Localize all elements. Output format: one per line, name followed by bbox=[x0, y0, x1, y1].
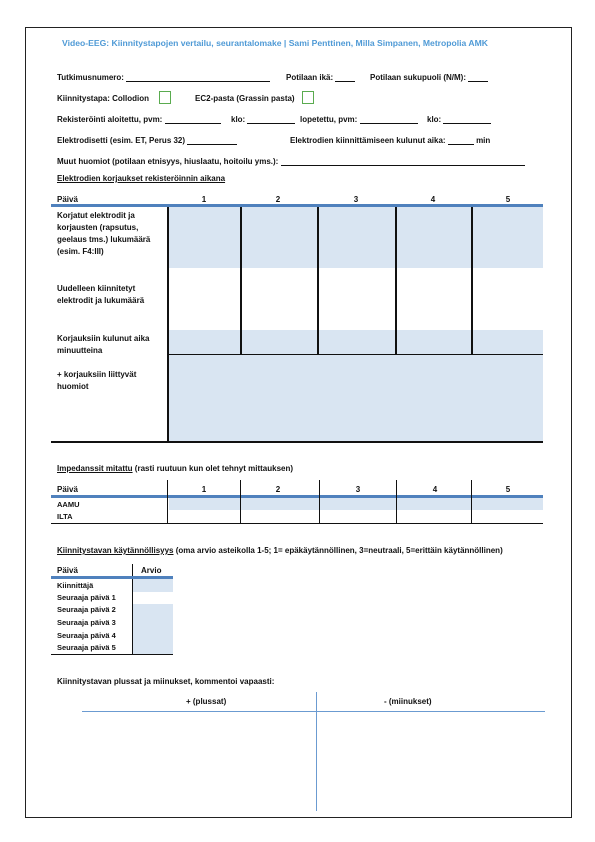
table3-row-6: Seuraaja päivä 5 bbox=[57, 643, 116, 652]
table1-day-3: 3 bbox=[353, 195, 359, 204]
table1-col-header: Päivä bbox=[57, 195, 78, 204]
section3-heading: Kiinnitystavan käytännöllisyys bbox=[57, 546, 174, 555]
label-rek-aloitettu: Rekisteröinti aloitettu, pvm: bbox=[57, 114, 221, 124]
label-elektrodisetti: Elektrodisetti (esim. ET, Perus 32) bbox=[57, 135, 237, 145]
minus-comment-area[interactable] bbox=[318, 712, 544, 810]
table3-row-1: Kiinnittäjä bbox=[57, 581, 94, 590]
section2-note: (rasti ruutuun kun olet tehnyt mittauksen) bbox=[132, 464, 294, 473]
label-kiinnitysaika: Elektrodien kiinnittämiseen kulunut aika: min bbox=[290, 136, 491, 145]
field-elektrodisetti[interactable] bbox=[187, 135, 237, 145]
table1-row3-cells[interactable] bbox=[169, 330, 543, 354]
table1-row-label-4: + korjauksiin liittyvät huomiot bbox=[57, 370, 137, 391]
section4-heading: Kiinnitystavan plussat ja miinukset, kommentoi vapaasti: bbox=[57, 677, 275, 686]
table1-row-label-3: Korjauksiin kulunut aika minuutteina bbox=[57, 334, 150, 355]
table1-row-label-2: Uudelleen kiinnitetyt elektrodit ja lukumäärä bbox=[57, 284, 145, 305]
table1-vline-0 bbox=[167, 207, 169, 442]
form-title: Video-EEG: Kiinnitystapojen vertailu, seurantalomake | Sami Penttinen, Milla Simpanen, Metropolia AMK bbox=[62, 38, 488, 48]
table2-vline-0 bbox=[167, 480, 168, 524]
field-kiinnitysaika[interactable] bbox=[448, 135, 474, 145]
table2-day-2: 2 bbox=[275, 485, 281, 494]
table2-day-1: 1 bbox=[201, 485, 207, 494]
section3-note: (oma arvio asteikolla 1-5; 1= epäkäytännöllinen, 3=neutraali, 5=erittäin käytännöllinen) bbox=[173, 546, 503, 555]
field-sukupuoli[interactable] bbox=[468, 72, 488, 82]
label-ec2: EC2-pasta (Grassin pasta) bbox=[195, 94, 295, 103]
field-lopetus-pvm[interactable] bbox=[360, 114, 418, 124]
table1-row4-cell[interactable] bbox=[169, 355, 543, 441]
table1-hline-row4 bbox=[169, 354, 543, 355]
table1-day-4: 4 bbox=[430, 195, 436, 204]
label-muut-huomiot: Muut huomiot (potilaan etnisyys, hiuslaatu, hoitoilu yms.): bbox=[57, 156, 525, 166]
table3-bottom-rule bbox=[51, 654, 173, 655]
table1-day-5: 5 bbox=[505, 195, 511, 204]
section1-heading: Elektrodien korjaukset rekisteröinnin aikana bbox=[57, 174, 226, 183]
table1-bottom-rule bbox=[51, 441, 543, 443]
field-tutkimusnumero[interactable] bbox=[126, 72, 270, 82]
label-klo-lopetus: klo: bbox=[427, 114, 491, 124]
table2-day-5: 5 bbox=[505, 485, 511, 494]
table2-vline-2 bbox=[319, 480, 320, 524]
section2-heading-line bbox=[57, 464, 293, 473]
table3-row-5: Seuraaja päivä 4 bbox=[57, 631, 116, 640]
table3-cell-1[interactable] bbox=[133, 579, 173, 592]
field-aloitus-klo[interactable] bbox=[247, 114, 295, 124]
table1-vline-2 bbox=[317, 207, 319, 355]
label-tutkimusnumero: Tutkimusnumero: bbox=[57, 72, 270, 82]
table2-row-aamu-cells[interactable] bbox=[169, 498, 543, 510]
table3-col-arvio: Arvio bbox=[141, 566, 162, 575]
comment-vline bbox=[316, 692, 317, 811]
field-muut-huomiot[interactable] bbox=[281, 156, 525, 166]
table2-vline-3 bbox=[396, 480, 397, 524]
table3-cell-3-6[interactable] bbox=[133, 604, 173, 654]
label-klo-aloitus: klo: bbox=[231, 114, 295, 124]
label-potilaan-ika: Potilaan ikä: bbox=[286, 72, 355, 82]
section2-heading: Impedanssit mitattu bbox=[57, 464, 133, 473]
table2-row-aamu: AAMU bbox=[57, 500, 80, 509]
table1-vline-1 bbox=[240, 207, 242, 355]
field-lopetus-klo[interactable] bbox=[443, 114, 491, 124]
table1-row1-cells[interactable] bbox=[169, 207, 543, 268]
table2-day-3: 3 bbox=[355, 485, 361, 494]
table2-vline-1 bbox=[240, 480, 241, 524]
table2-bottom-rule bbox=[51, 523, 543, 524]
section3-heading-line bbox=[57, 546, 503, 555]
plus-comment-area[interactable] bbox=[84, 712, 314, 810]
table3-row-3: Seuraaja päivä 2 bbox=[57, 605, 116, 614]
field-potilaan-ika[interactable] bbox=[335, 72, 355, 82]
table2-col-header: Päivä bbox=[57, 485, 78, 494]
table2-vline-4 bbox=[471, 480, 472, 524]
field-aloitus-pvm[interactable] bbox=[165, 114, 221, 124]
label-sukupuoli: Potilaan sukupuoli (N/M): bbox=[370, 72, 488, 82]
table1-vline-4 bbox=[471, 207, 473, 355]
label-lopetettu: lopetettu, pvm: bbox=[300, 114, 418, 124]
table3-row-2: Seuraaja päivä 1 bbox=[57, 593, 116, 602]
table2-row-ilta: ILTA bbox=[57, 512, 73, 521]
table2-day-4: 4 bbox=[432, 485, 438, 494]
table3-col-paiva: Päivä bbox=[57, 566, 78, 575]
checkbox-ec2[interactable] bbox=[302, 91, 314, 104]
table1-day-1: 1 bbox=[201, 195, 207, 204]
minus-label: - (miinukset) bbox=[384, 697, 432, 706]
table1-vline-3 bbox=[395, 207, 397, 355]
table3-row-4: Seuraaja päivä 3 bbox=[57, 618, 116, 627]
table1-day-2: 2 bbox=[275, 195, 281, 204]
label-kiinnitystapa: Kiinnitystapa: Collodion bbox=[57, 94, 149, 103]
plus-label: + (plussat) bbox=[186, 697, 227, 706]
table1-row-label-1: Korjatut elektrodit ja korjausten (rapsutus, geelaus tms.) lukumäärä (esim. F4:III) bbox=[57, 211, 151, 256]
checkbox-collodion[interactable] bbox=[159, 91, 171, 104]
